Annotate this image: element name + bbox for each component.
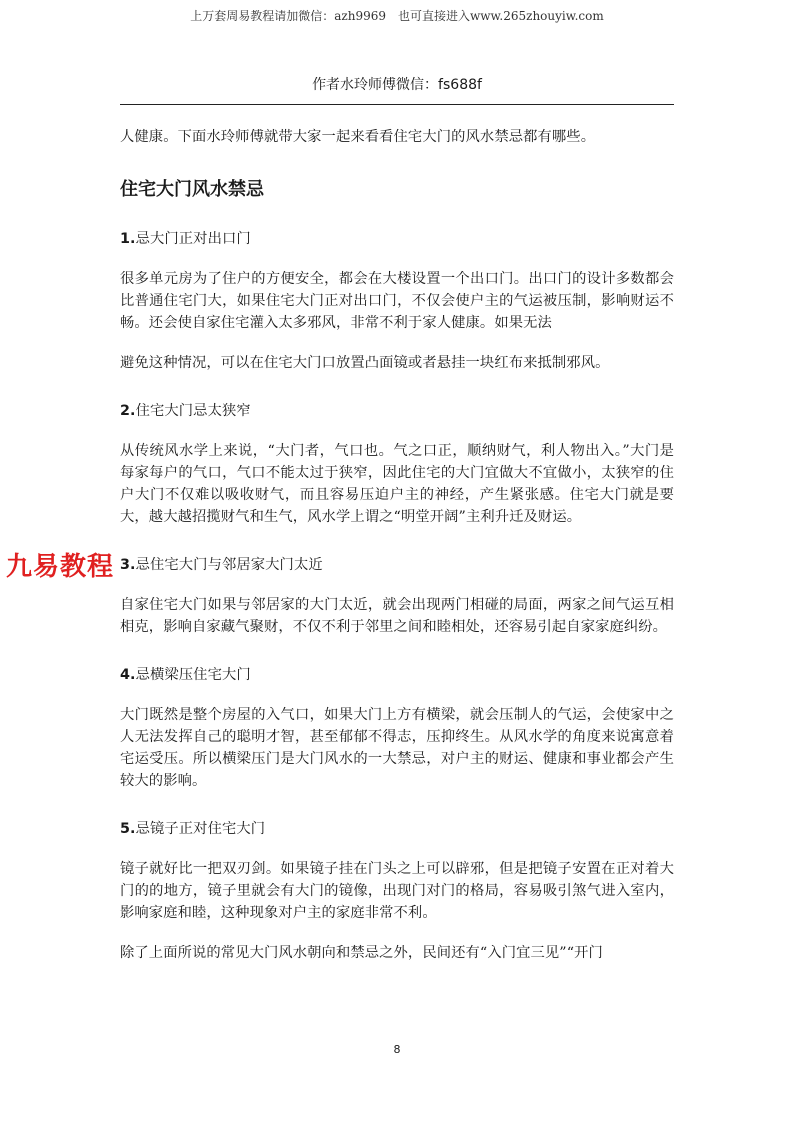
item-3-body: 自家住宅大门如果与邻居家的大门太近，就会出现两门相碰的局面，两家之间气运互相相克，影响自家藏气聚财，不仅不利于邻里之间和睦相处，还容易引起自家家庭纠纷。 [120,597,674,635]
item-2-title [120,400,674,422]
item-5-title [120,818,674,840]
item-2-number: 2. [120,403,136,419]
item-5-body: 镜子就好比一把双刃剑。如果镜子挂在门头之上可以辟邪，但是把镜子安置在正对着大门的的地方，镜子里就会有大门的镜像，出现门对门的格局，容易吸引煞气进入室内，影响家庭和睦，这种现象对户主的家庭非常不利。 [120,861,674,921]
page-number: 8 [393,1043,401,1056]
header-divider [120,104,674,105]
item-1-number: 1. [120,231,136,247]
item-1-title [120,228,674,250]
item-4-title-text: 忌横梁压住宅大门 [135,667,251,683]
intro-paragraph: 人健康。下面水玲师傅就带大家一起来看看住宅大门的风水禁忌都有哪些。 [120,129,596,145]
item-2-body: 从传统风水学上来说，“大门者，气口也。气之口正，顺纳财气，利人物出入。”大门是每家每户的气口，气口不能太过于狭窄，因此住宅的大门宜做大不宜做小，太狭窄的住户大门不仅难以吸收财气，而且容易压迫户主的神经，产生紧张感。住宅大门就是要大，越大越招揽财气和生气，风水学上谓之“明堂开阔”主利升迁及财运。 [120,443,674,525]
closing-paragraph: 除了上面所说的常见大门风水朝向和禁忌之外，民间还有“入门宜三见”“开门 [120,945,603,961]
item-4-body: 大门既然是整个房屋的入气口，如果大门上方有横梁，就会压制人的气运，会使家中之人无法发挥自己的聪明才智，甚至郁郁不得志，压抑终生。从风水学的角度来说寓意着宅运受压。所以横梁压门是大门风水的一大禁忌，对户主的财运、健康和事业都会产生较大的影响。 [120,707,674,789]
item-4-number: 4. [120,667,136,683]
item-3-title [120,554,674,576]
top-banner: 上万套周易教程请加微信：azh9969 也可直接进入www.265zhouyiw.com [190,9,604,23]
item-3-number: 3. [120,557,136,573]
item-1-body: 很多单元房为了住户的方便安全，都会在大楼设置一个出口门。出口门的设计多数都会比普通住宅门大，如果住宅大门正对出口门，不仅会使户主的气运被压制，影响财运不畅。还会使自家住宅灌入太多邪风，非常不利于家人健康。如果无法 [120,271,674,331]
item-5-number: 5. [120,821,136,837]
watermark-logo: 九易教程 [6,552,115,582]
item-5-title-text: 忌镜子正对住宅大门 [135,821,266,837]
item-1-title-text: 忌大门正对出口门 [135,231,251,247]
item-3-title-text: 忌住宅大门与邻居家大门太近 [135,557,323,573]
page-header: 作者水玲师傅微信：fs688f [312,77,482,93]
document-body [120,126,674,964]
item-2-title-text: 住宅大门忌太狭窄 [135,403,251,419]
item-4-title [120,664,674,686]
item-1-body-continued: 避免这种情况，可以在住宅大门口放置凸面镜或者悬挂一块红布来抵制邪风。 [120,355,610,371]
section-title: 住宅大门风水禁忌 [120,179,264,200]
